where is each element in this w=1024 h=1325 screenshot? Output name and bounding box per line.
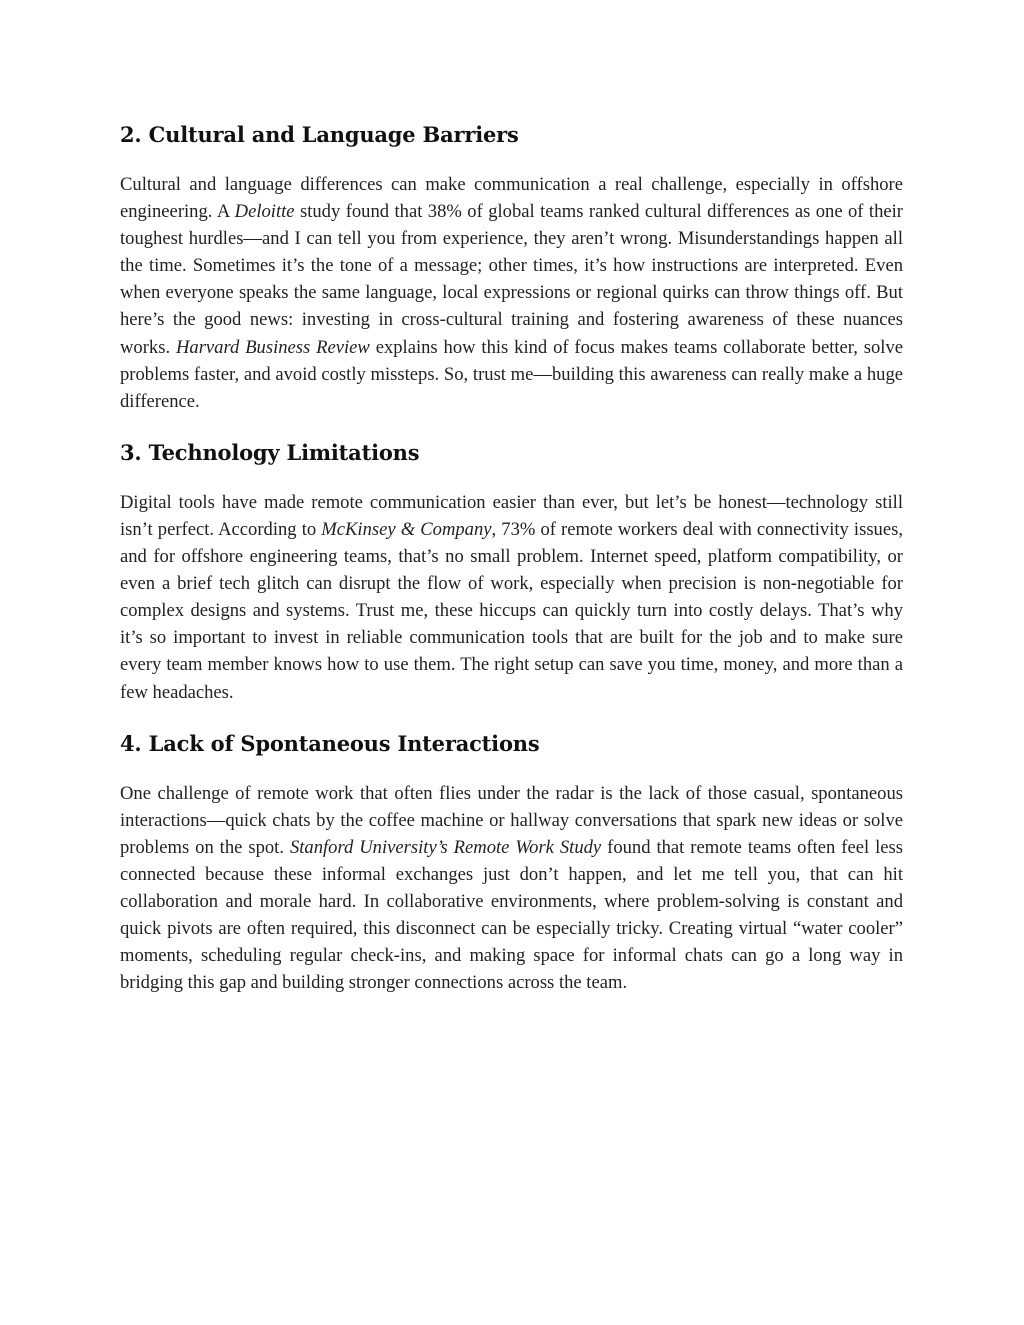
citation-deloitte: Deloitte	[234, 201, 295, 223]
section-body-spontaneous-interactions	[120, 780, 903, 997]
citation-mckinsey: McKinsey & Company	[321, 518, 492, 540]
section-heading-cultural-barriers: 2. Cultural and Language Barriers	[120, 122, 519, 147]
citation-harvard-business-review: Harvard Business Review	[175, 336, 370, 358]
section-body-technology-limitations	[120, 489, 903, 706]
body-text: One challenge of remote work that often flies under the radar is the lack of those casual, spontaneous interactions—quick chats by the coffee machine or hallway conversations that spark new ideas or solve problems on the spot.	[120, 782, 903, 858]
section-heading-technology-limitations: 3. Technology Limitations	[120, 439, 420, 465]
body-text: explains how this kind of focus makes teams collaborate better, solve problems faster, and avoid costly missteps. So, trust me—building this awareness can really make a huge difference.	[120, 336, 903, 412]
body-text: Cultural and language differences can make communication a real challenge, especially in offshore engineering. A	[120, 174, 903, 223]
section-body-cultural-barriers	[120, 171, 903, 415]
body-text: , 73% of remote workers deal with connectivity issues, and for offshore engineering teams, that’s no small problem. Internet speed, platform compatibility, or even a brief tech glitch can disrupt the flow of work, especially when precision is non-negotiable for complex designs and systems. Trust me, these hiccups can quickly turn into costly delays. That’s why it’s so important to invest in reliable communication tools that are built for the job and to make sure every team member knows how to use them. The right setup can save you time, money, and more than a few headaches.	[120, 518, 903, 703]
body-text: study found that 38% of global teams ranked cultural differences as one of their toughest hurdles—and I can tell you from experience, they aren’t wrong. Misunderstandings happen all the time. Sometimes it’s the tone of a message; other times, it’s how instructions are interpreted. Even when everyone speaks the same language, local expressions or regional quirks can throw things off. But here’s the good news: investing in cross-cultural training and fostering awareness of these nuances works.	[120, 201, 903, 358]
citation-stanford-remote-work-study: Stanford University’s Remote Work Study	[289, 836, 602, 858]
section-heading-spontaneous-interactions: 4. Lack of Spontaneous Interactions	[120, 730, 540, 756]
document-page	[120, 118, 903, 996]
body-text: found that remote teams often feel less connected because these informal exchanges just don’t happen, and let me tell you, that can hit collaboration and morale hard. In collaborative environments, where problem-solving is constant and quick pivots are often required, this disconnect can be especially tricky. Creating virtual “water cooler” moments, scheduling regular check-ins, and making space for informal chats can go a long way in bridging this gap and building stronger connections across the team.	[120, 836, 903, 994]
body-text: Digital tools have made remote communication easier than ever, but let’s be honest—technology still isn’t perfect. According to	[120, 491, 903, 540]
